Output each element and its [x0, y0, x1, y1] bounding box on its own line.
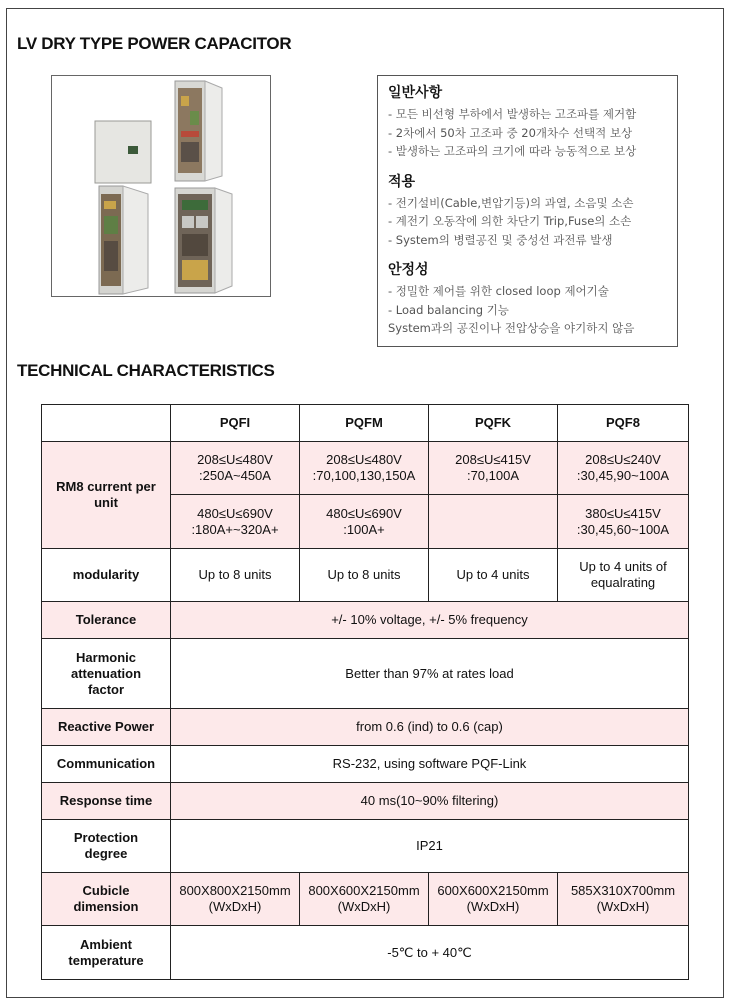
section-heading: 일반사항	[388, 85, 443, 101]
capacitor-cabinets-image	[52, 76, 271, 297]
table-row	[42, 746, 689, 783]
table-row	[42, 926, 689, 980]
table-row	[42, 442, 689, 495]
header-cell: PQF8	[558, 405, 689, 442]
table-cell: +/- 10% voltage, +/- 5% frequency	[171, 602, 689, 639]
table-row	[42, 873, 689, 926]
info-line: - 발생하는 고조파의 크기에 따라 능동적으로 보상	[388, 144, 637, 158]
section-title-technical: TECHNICAL CHARACTERISTICS	[17, 361, 275, 380]
info-line: - 2차에서 50차 고조파 중 20개차수 선택적 보상	[388, 125, 633, 140]
info-line: - System의 병렬공진 및 중성선 과전류 발생	[388, 232, 613, 247]
table-cell: Up to 8 units	[171, 549, 300, 602]
table-cell: Up to 4 units of equalrating	[558, 549, 689, 602]
table-cell: Up to 4 units	[429, 549, 558, 602]
table-header-row	[42, 405, 689, 442]
header-cell: PQFK	[429, 405, 558, 442]
table-cell: 600X600X2150mm (WxDxH)	[429, 873, 558, 926]
info-line: - Load balancing 기능	[388, 302, 509, 317]
table-cell: 800X600X2150mm (WxDxH)	[300, 873, 429, 926]
table-row	[42, 639, 689, 709]
info-section-stability	[388, 259, 677, 338]
page-title: LV DRY TYPE POWER CAPACITOR	[17, 34, 292, 53]
table-cell	[429, 495, 558, 549]
table-row	[42, 820, 689, 873]
product-photo	[51, 75, 271, 297]
table-cell: from 0.6 (ind) to 0.6 (cap)	[171, 709, 689, 746]
table-cell: 208≤U≤415V :70,100A	[429, 442, 558, 495]
row-label: RM8 current per unit	[42, 442, 171, 549]
table-cell: 208≤U≤480V :250A~450A	[171, 442, 300, 495]
table-cell: Up to 8 units	[300, 549, 429, 602]
row-label: Tolerance	[42, 602, 171, 639]
info-line: - 전기설비(Cable,변압기등)의 과열, 소음및 소손	[388, 195, 634, 210]
header-cell: PQFM	[300, 405, 429, 442]
row-label: Reactive Power	[42, 709, 171, 746]
table-cell: 585X310X700mm (WxDxH)	[558, 873, 689, 926]
table-row	[42, 602, 689, 639]
table-cell: -5℃ to + 40℃	[171, 926, 689, 980]
info-line: System과의 공진이나 전압상승을 야기하지 않음	[388, 321, 635, 335]
info-line: - 계전기 오동작에 의한 차단기 Trip,Fuse의 소손	[388, 214, 632, 228]
table-cell: 380≤U≤415V :30,45,60~100A	[558, 495, 689, 549]
table-row	[42, 709, 689, 746]
table-cell: 480≤U≤690V :180A+~320A+	[171, 495, 300, 549]
info-line: - 정밀한 제어를 위한 closed loop 제어기술	[388, 284, 609, 298]
table-cell: IP21	[171, 820, 689, 873]
info-box	[377, 75, 678, 347]
info-section-general	[388, 82, 677, 161]
table-cell: 800X800X2150mm (WxDxH)	[171, 873, 300, 926]
section-heading: 안정성	[388, 262, 429, 278]
table-cell: 208≤U≤240V :30,45,90~100A	[558, 442, 689, 495]
table-cell: Better than 97% at rates load	[171, 639, 689, 709]
section-heading: 적용	[388, 173, 416, 190]
header-cell: PQFI	[171, 405, 300, 442]
row-label: Communication	[42, 746, 171, 783]
row-label: Protection degree	[42, 820, 171, 873]
technical-table	[41, 404, 689, 980]
info-section-application	[388, 171, 677, 250]
info-line: - 모든 비선형 부하에서 발생하는 고조파를 제거함	[388, 107, 637, 121]
table-row	[42, 783, 689, 820]
row-label: Cubicle dimension	[42, 873, 171, 926]
header-cell	[42, 405, 171, 442]
table-cell: 40 ms(10~90% filtering)	[171, 783, 689, 820]
table-cell: 208≤U≤480V :70,100,130,150A	[300, 442, 429, 495]
table-cell: RS-232, using software PQF-Link	[171, 746, 689, 783]
row-label: Response time	[42, 783, 171, 820]
row-label: modularity	[42, 549, 171, 602]
row-label: Harmonic attenuation factor	[42, 639, 171, 709]
table-cell: 480≤U≤690V :100A+	[300, 495, 429, 549]
row-label: Ambient temperature	[42, 926, 171, 980]
table-row	[42, 549, 689, 602]
